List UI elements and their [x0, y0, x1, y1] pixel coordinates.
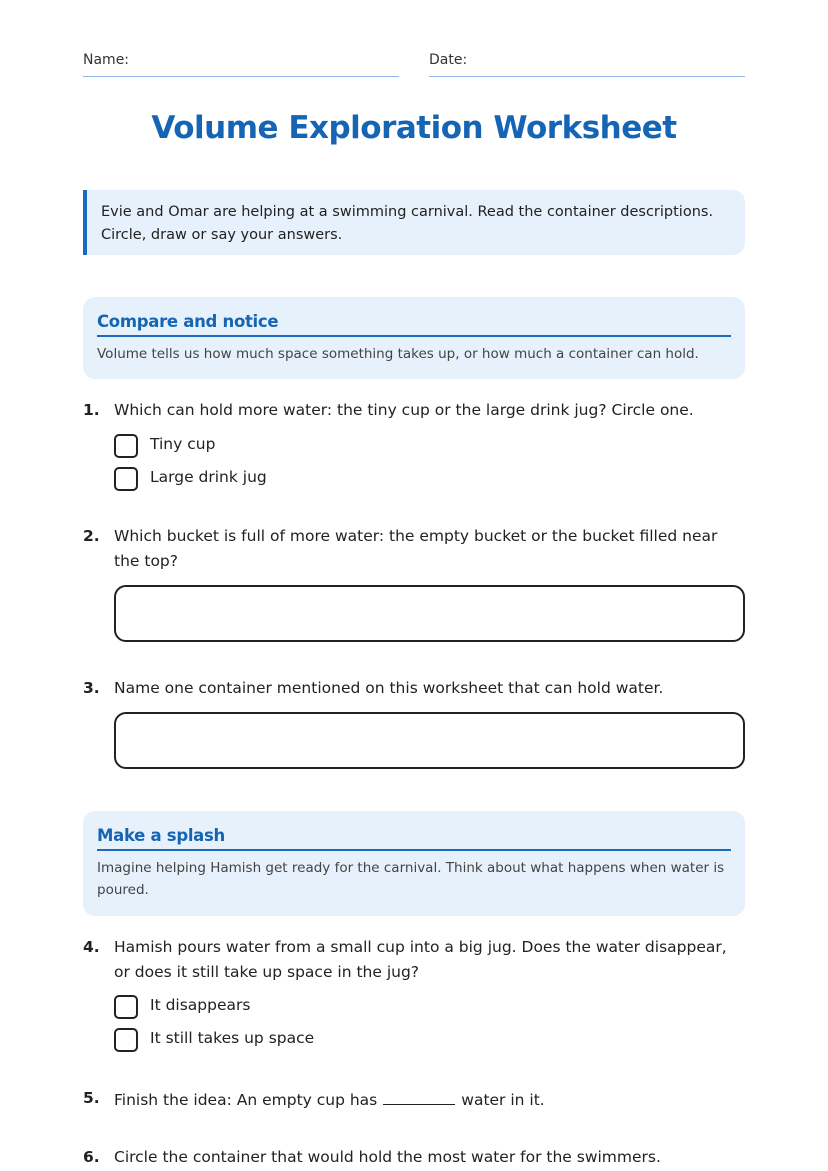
option-label: It disappears	[150, 996, 251, 1014]
question-text	[114, 1086, 745, 1113]
section-compare-and-notice	[83, 297, 745, 379]
name-label: Name:	[83, 52, 130, 68]
question-3	[83, 676, 745, 701]
question-6	[83, 1145, 745, 1170]
checkbox[interactable]	[114, 1028, 138, 1052]
question-number: 5.	[83, 1089, 100, 1107]
checkbox[interactable]	[114, 434, 138, 458]
question-text: Which can hold more water: the tiny cup or the large drink jug? Circle one.	[114, 401, 694, 419]
question-text: Which bucket is full of more water: the empty bucket or the bucket filled near the top?	[114, 527, 718, 570]
date-field[interactable]	[429, 52, 745, 77]
question-text: Name one container mentioned on this worksheet that can hold water.	[114, 679, 664, 697]
section-make-a-splash	[83, 811, 745, 916]
header-fields	[83, 52, 745, 78]
question-5	[83, 1086, 745, 1113]
section-heading: Compare and notice	[97, 312, 731, 337]
question-number: 3.	[83, 679, 100, 697]
checkbox[interactable]	[114, 995, 138, 1019]
question-4	[83, 935, 745, 985]
question-number: 2.	[83, 527, 100, 545]
page-title: Volume Exploration Worksheet	[151, 110, 677, 146]
intro-callout: Evie and Omar are helping at a swimming carnival. Read the container descriptions. Circle, draw or say your answers.	[83, 190, 745, 255]
section-heading: Make a splash	[97, 826, 731, 851]
question-text: Hamish pours water from a small cup into a big jug. Does the water disappear, or does it still take up space in the jug?	[114, 938, 727, 981]
option-label: Large drink jug	[150, 468, 267, 486]
answer-box-2[interactable]	[114, 585, 745, 642]
option-label: Tiny cup	[150, 435, 216, 453]
question-number: 6.	[83, 1148, 100, 1166]
question-text-before: Finish the idea: An empty cup has	[114, 1091, 378, 1109]
question-2	[83, 524, 745, 574]
fill-in-blank[interactable]	[383, 1086, 455, 1105]
answer-box-3[interactable]	[114, 712, 745, 769]
question-text: Circle the container that would hold the most water for the swimmers.	[114, 1148, 661, 1166]
question-number: 1.	[83, 401, 100, 419]
option-label: It still takes up space	[150, 1029, 315, 1047]
section-text: Volume tells us how much space something takes up, or how much a container can hold.	[97, 346, 699, 362]
question-text-after: water in it.	[461, 1091, 545, 1109]
question-1	[83, 398, 745, 423]
question-number: 4.	[83, 938, 100, 956]
section-text: Imagine helping Hamish get ready for the carnival. Think about what happens when water is poured.	[97, 860, 725, 898]
date-label: Date:	[429, 52, 468, 68]
checkbox[interactable]	[114, 467, 138, 491]
name-field[interactable]	[83, 52, 399, 77]
